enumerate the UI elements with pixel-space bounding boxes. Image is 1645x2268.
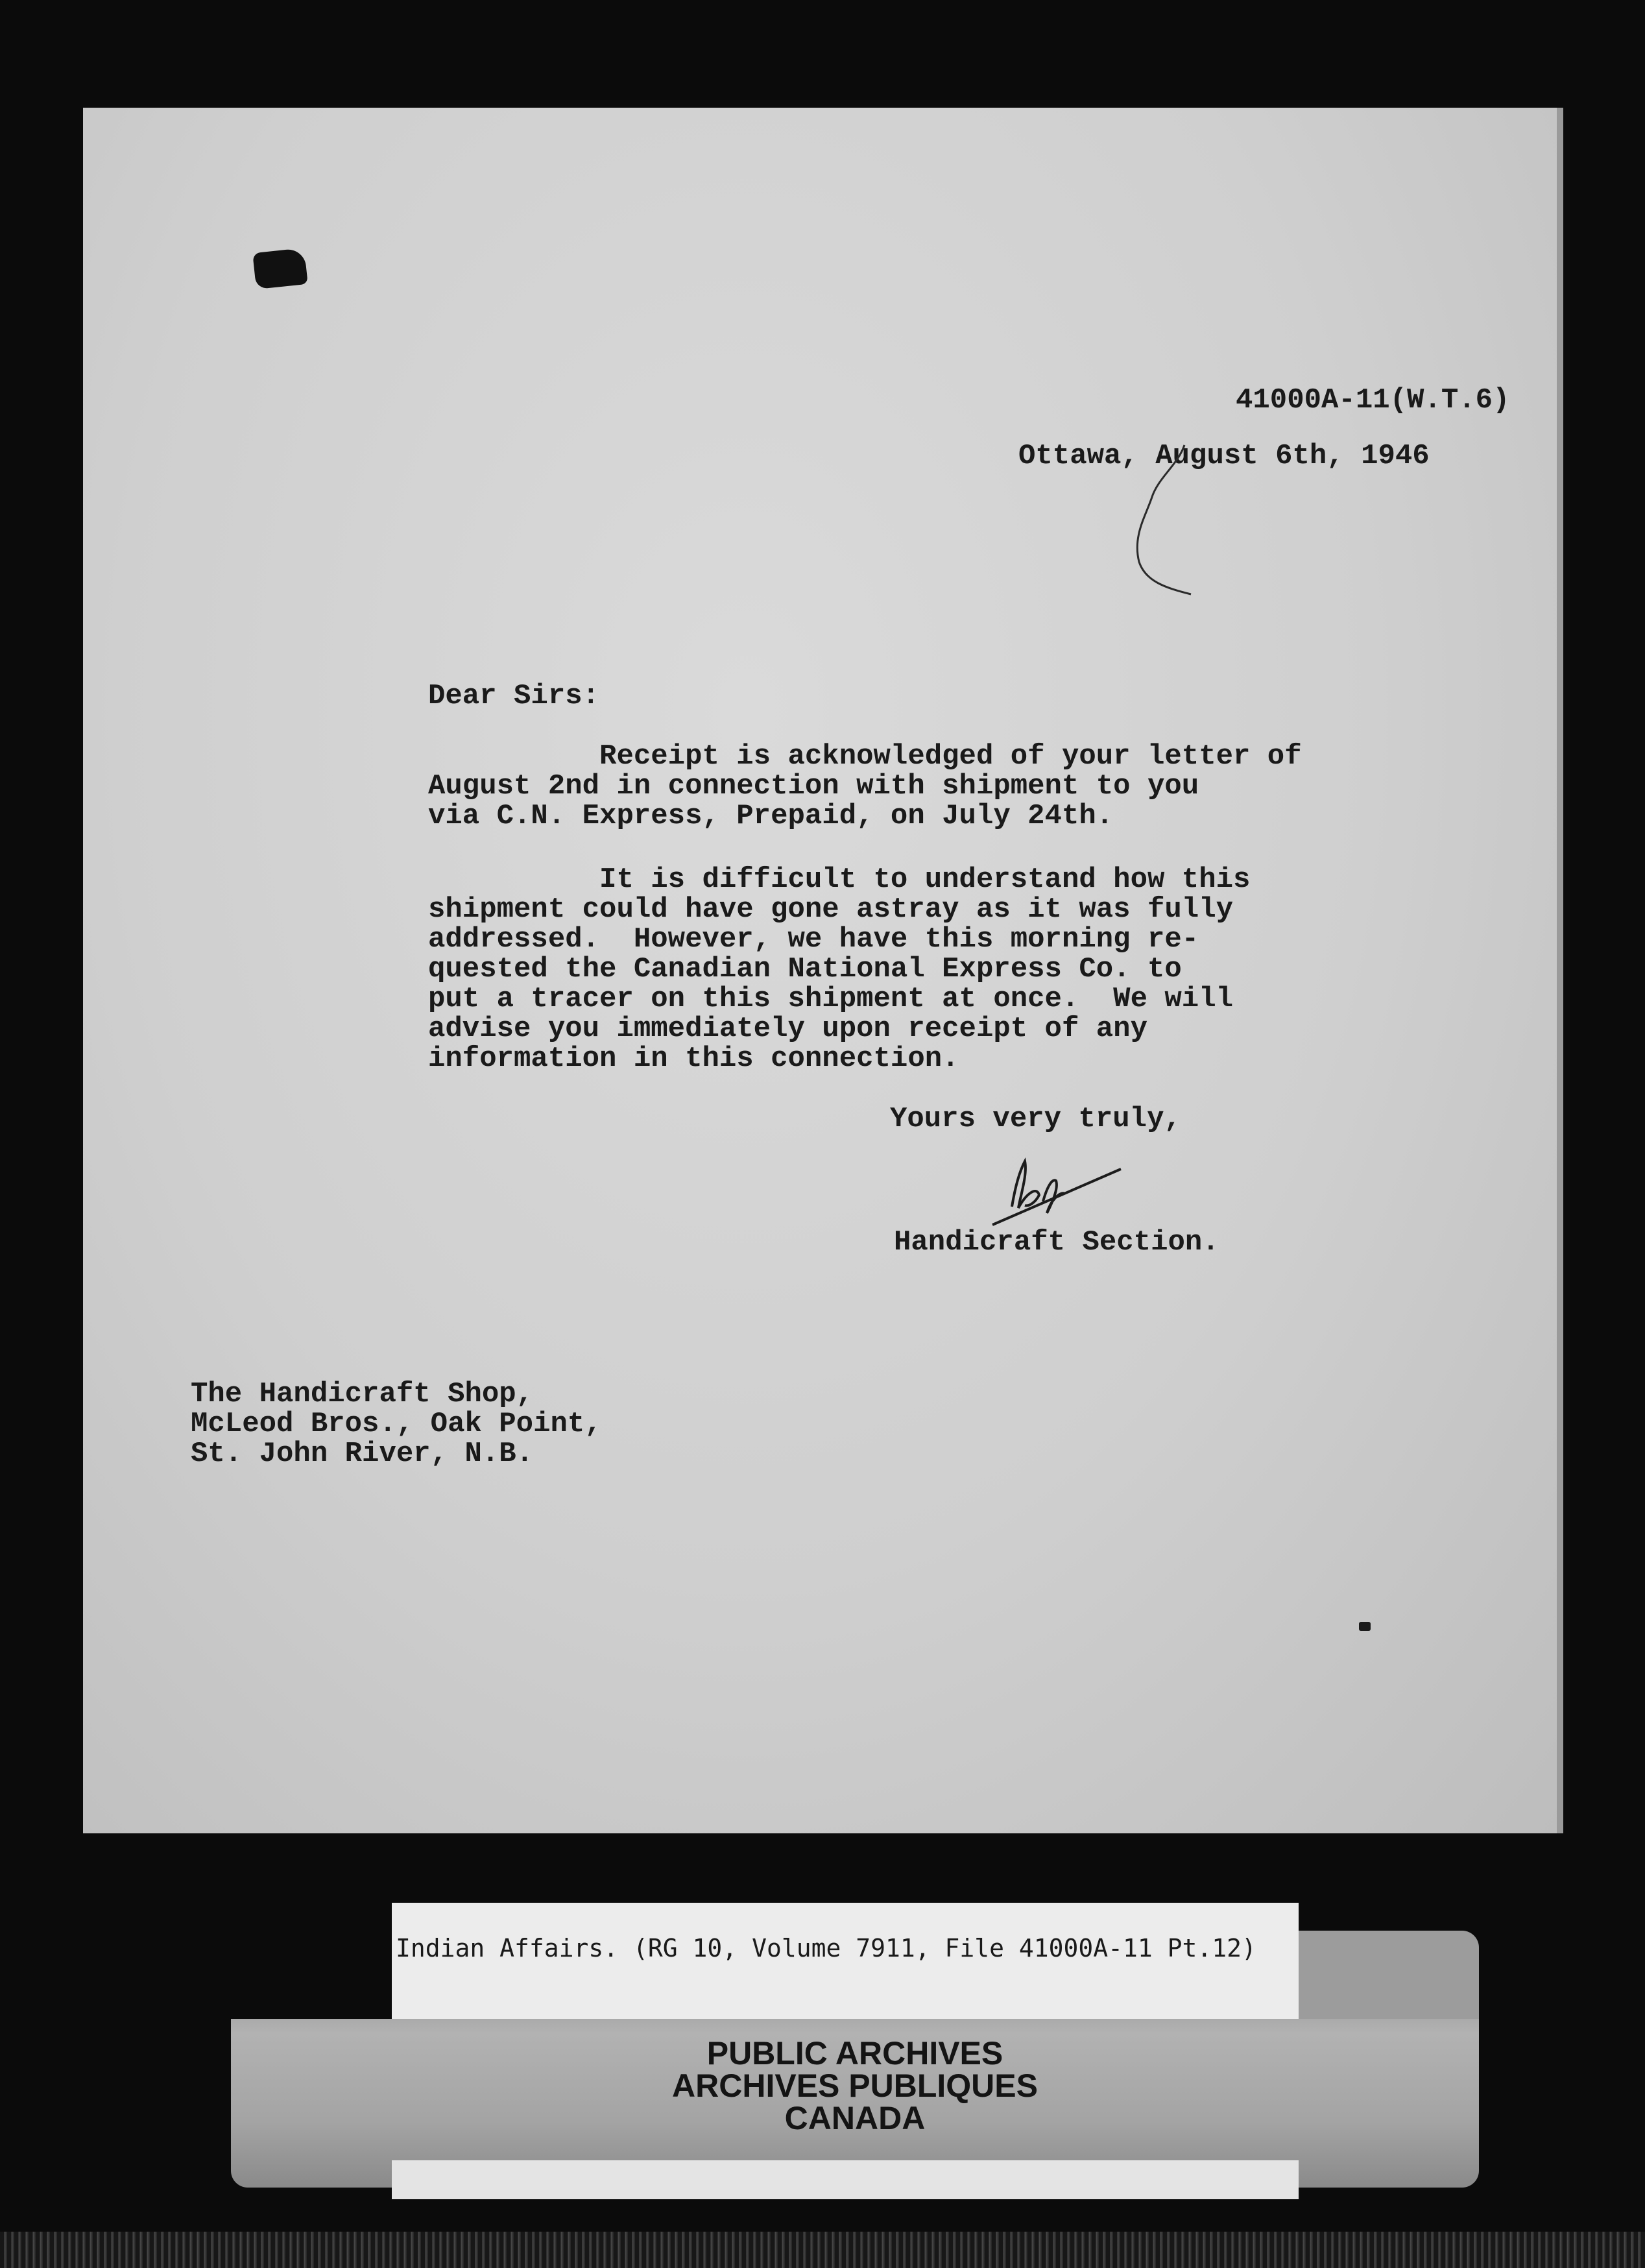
date-line: Ottawa, August 6th, 1946: [1018, 440, 1430, 472]
archive-stamp-line-1: PUBLIC ARCHIVES: [706, 2035, 1003, 2071]
archive-stamp-line-3: CANADA: [784, 2100, 926, 2136]
file-label-slip-lower: [392, 1967, 1299, 2019]
recipient-address: The Handicraft Shop, McLeod Bros., Oak Point, St. John River, N.B.: [191, 1378, 602, 1470]
archive-stamp-line-2: ARCHIVES PUBLIQUES: [672, 2068, 1038, 2104]
body-paragraph-2: It is difficult to understand how this shipment could have gone astray as it was fully addressed. However, we have this morning re- quested the Canadian National Express Co. to put a tracer on this shipment at once. We will advise you immediately upon receipt of any information in this connection.: [428, 863, 1251, 1075]
archive-bottom-strip: [392, 2160, 1299, 2199]
file-label: Indian Affairs. (RG 10, Volume 7911, File 41000A-11 Pt.12): [396, 1934, 1256, 1962]
archive-bar-cutout: [231, 1967, 392, 2019]
ink-speck: [1359, 1622, 1371, 1631]
salutation: Dear Sirs:: [428, 680, 600, 712]
archive-stamp: [231, 2037, 1479, 2134]
film-edge: [0, 2232, 1645, 2268]
archive-bar-tab: [1299, 1931, 1479, 2019]
closing: Yours very truly,: [890, 1103, 1181, 1135]
punch-hole: [252, 248, 307, 289]
body-paragraph-1: Receipt is acknowledged of your letter of August 2nd in connection with shipment to you via C.N. Express, Prepaid, on July 24th.: [428, 740, 1302, 832]
pen-mark: [1120, 439, 1204, 607]
section-name: Handicraft Section.: [894, 1226, 1219, 1259]
handwritten-signature: [979, 1148, 1135, 1226]
file-reference-number: 41000A-11(W.T.6): [1236, 384, 1510, 416]
